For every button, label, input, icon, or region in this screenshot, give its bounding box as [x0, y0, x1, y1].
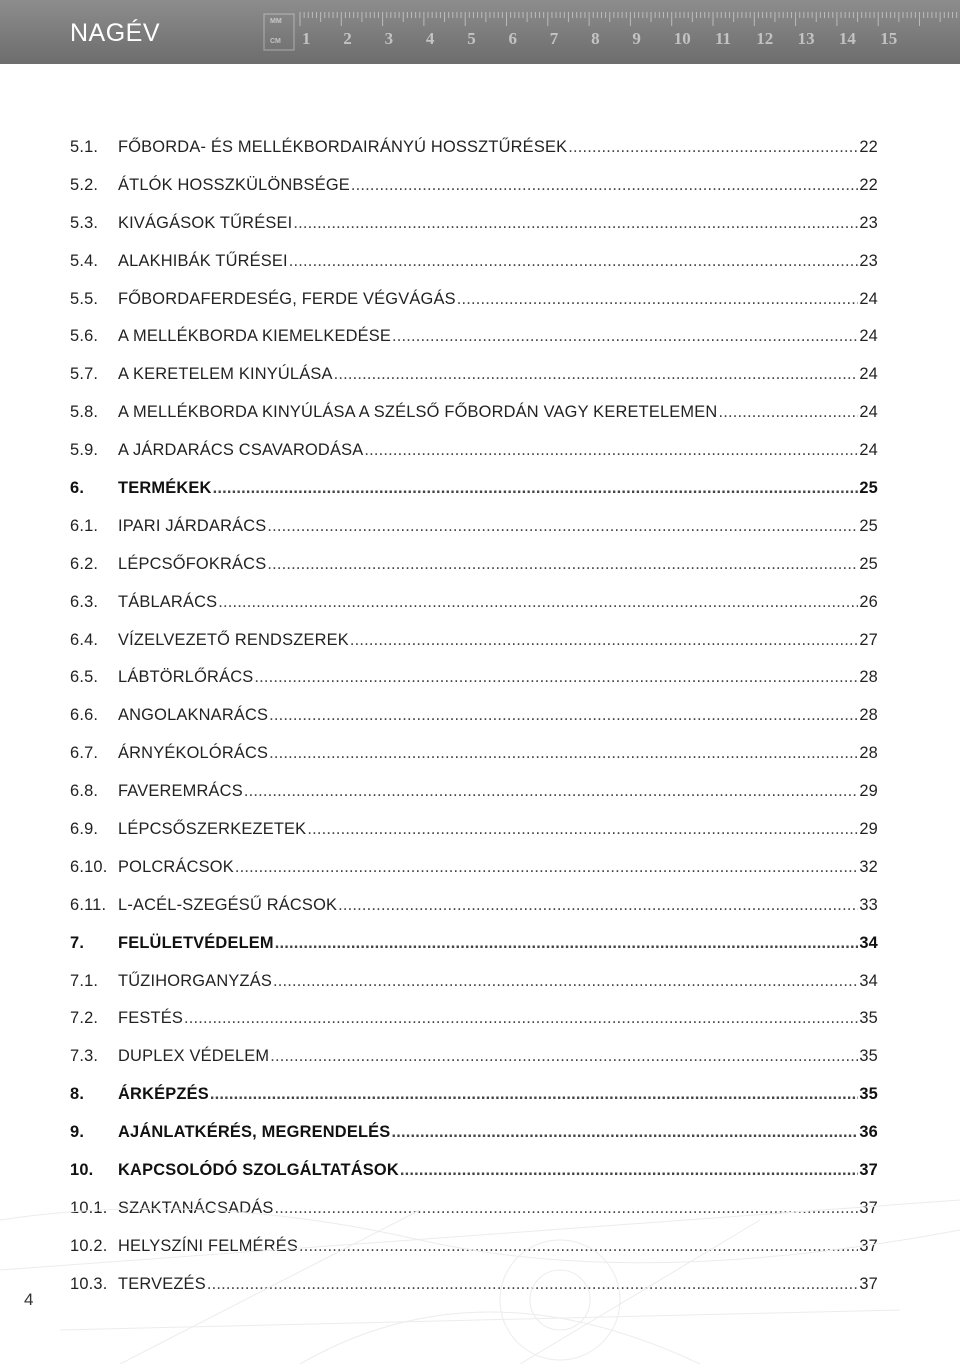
toc-dot-leader: [289, 252, 859, 271]
toc-entry[interactable]: [70, 1047, 878, 1085]
toc-dot-leader: [718, 403, 858, 422]
toc-entry-number: 5.3.: [70, 213, 99, 232]
toc-entry[interactable]: [70, 896, 878, 934]
toc-entry-page: 28: [859, 744, 878, 763]
toc-dot-leader: [254, 668, 858, 687]
toc-entry[interactable]: [70, 176, 878, 214]
toc-entry-title: SZAKTANÁCSADÁS: [118, 1198, 274, 1217]
toc-entry-title: VÍZELVEZETŐ RENDSZEREK: [118, 630, 349, 649]
toc-entry-number: 5.9.: [70, 441, 99, 460]
toc-entry-page: 35: [859, 1047, 878, 1066]
toc-entry-title: HELYSZÍNI FELMÉRÉS: [118, 1236, 298, 1255]
toc-entry[interactable]: [70, 1199, 878, 1237]
toc-entry-title: LÉPCSŐFOKRÁCS: [118, 554, 267, 573]
toc-entry-page: 28: [859, 706, 878, 725]
page-number: 4: [24, 1290, 34, 1309]
toc-dot-leader: [351, 176, 858, 195]
toc-dot-leader: [270, 1047, 858, 1066]
toc-dot-leader: [218, 593, 858, 612]
toc-entry-title: A MELLÉKBORDA KINYÚLÁSA A SZÉLSŐ FŐBORDÁN VAGY KERETELEMEN: [118, 403, 718, 422]
toc-entry-number: 10.1.: [70, 1198, 108, 1217]
toc-entry-title: LÉPCSŐSZERKEZETEK: [118, 820, 307, 839]
toc-entry-number: 7.1.: [70, 971, 99, 990]
toc-entry-title: AJÁNLATKÉRÉS, MEGRENDELÉS: [118, 1123, 391, 1142]
toc-dot-leader: [338, 896, 858, 915]
toc-entry[interactable]: [70, 252, 878, 290]
toc-entry-title: FŐBORDA- ÉS MELLÉKBORDAIRÁNYÚ HOSSZTŰRÉSEK: [118, 138, 568, 156]
toc-entry-number: 5.7.: [70, 365, 99, 384]
toc-entry[interactable]: [70, 138, 878, 176]
toc-entry-number: 6.4.: [70, 630, 99, 649]
ruler-graphic: [262, 12, 960, 56]
toc-entry-number: 5.8.: [70, 403, 99, 422]
toc-dot-leader: [299, 1237, 858, 1256]
toc-entry-page: 22: [859, 138, 878, 156]
toc-entry-title: ALAKHIBÁK TŰRÉSEI: [118, 251, 288, 270]
toc-entry-number: 5.5.: [70, 289, 99, 308]
toc-entry-title: LÁBTÖRLŐRÁCS: [118, 668, 254, 687]
toc-entry[interactable]: [70, 365, 878, 403]
toc-entry-title: KAPCSOLÓDÓ SZOLGÁLTATÁSOK: [118, 1161, 399, 1180]
toc-entry-page: 36: [859, 1123, 878, 1142]
toc-dot-leader: [350, 631, 858, 650]
toc-entry[interactable]: [70, 403, 878, 441]
toc-entry[interactable]: [70, 555, 878, 593]
toc-entry[interactable]: [70, 668, 878, 706]
ruler-unit-mm: MM: [270, 18, 282, 25]
toc-entry-number: 6.10.: [70, 857, 108, 876]
table-of-contents: [70, 138, 878, 1313]
ruler-number: 7: [549, 29, 559, 48]
toc-entry-number: 8.: [70, 1085, 85, 1104]
toc-entry-title: FESTÉS: [118, 1009, 183, 1028]
ruler-number: 3: [384, 29, 394, 48]
ruler-number: 10: [673, 29, 691, 48]
ruler-unit-cm: CM: [270, 38, 281, 45]
toc-entry-title: A KERETELEM KINYÚLÁSA: [118, 365, 333, 384]
toc-entry[interactable]: [70, 744, 878, 782]
toc-entry-page: 32: [859, 857, 878, 876]
toc-entry[interactable]: [70, 1009, 878, 1047]
toc-entry-title: ÁRKÉPZÉS: [118, 1085, 209, 1104]
toc-entry-page: 23: [859, 251, 878, 270]
toc-entry-title: FŐBORDAFERDESÉG, FERDE VÉGVÁGÁS: [118, 289, 456, 308]
toc-dot-leader: [293, 214, 858, 233]
toc-entry-page: 27: [859, 630, 878, 649]
toc-entry-page: 24: [859, 327, 878, 346]
toc-entry-number: 6.8.: [70, 782, 99, 801]
toc-dot-leader: [244, 782, 859, 801]
toc-dot-leader: [568, 138, 858, 157]
toc-entry-page: 24: [859, 289, 878, 308]
toc-dot-leader: [269, 706, 858, 725]
toc-entry[interactable]: [70, 441, 878, 479]
toc-entry-title: IPARI JÁRDARÁCS: [118, 516, 267, 535]
toc-entry[interactable]: [70, 593, 878, 631]
ruler-number: 14: [838, 29, 856, 48]
toc-entry-page: 29: [859, 820, 878, 839]
ruler-number: 12: [756, 29, 774, 48]
toc-entry-page: 24: [859, 403, 878, 422]
toc-entry-number: 6.: [70, 479, 85, 498]
toc-entry-page: 34: [859, 933, 878, 952]
toc-dot-leader: [235, 858, 859, 877]
ruler-number: 2: [343, 29, 352, 48]
toc-entry-title: A JÁRDARÁCS CSAVARODÁSA: [118, 441, 364, 460]
toc-entry[interactable]: [70, 1275, 878, 1313]
toc-entry-title: TŰZIHORGANYZÁS: [118, 971, 272, 990]
toc-entry-page: 35: [859, 1009, 878, 1028]
toc-dot-leader: [273, 972, 858, 991]
toc-entry-number: 6.3.: [70, 592, 99, 611]
toc-entry[interactable]: [70, 858, 878, 896]
toc-entry-page: 22: [859, 175, 878, 194]
toc-entry[interactable]: [70, 820, 878, 858]
toc-entry-page: 33: [859, 895, 878, 914]
toc-dot-leader: [267, 555, 858, 574]
toc-entry-number: 7.3.: [70, 1047, 99, 1066]
toc-entry-number: 6.7.: [70, 744, 99, 763]
toc-entry-number: 6.5.: [70, 668, 99, 687]
toc-entry[interactable]: [70, 782, 878, 820]
toc-entry-page: 23: [859, 213, 878, 232]
toc-entry-page: 28: [859, 668, 878, 687]
toc-dot-leader: [207, 1275, 859, 1294]
toc-dot-leader: [275, 1199, 859, 1218]
toc-entry-page: 37: [859, 1236, 878, 1255]
ruler-number: 15: [880, 29, 898, 48]
toc-dot-leader: [364, 441, 858, 460]
toc-dot-leader: [275, 934, 859, 953]
toc-entry-number: 5.4.: [70, 251, 99, 270]
toc-entry[interactable]: [70, 631, 878, 669]
toc-entry-number: 7.: [70, 933, 85, 952]
toc-entry[interactable]: [70, 706, 878, 744]
toc-entry-page: 25: [859, 554, 878, 573]
toc-entry-number: 5.2.: [70, 175, 99, 194]
header-title: NAGÉV: [70, 19, 161, 47]
toc-dot-leader: [457, 290, 859, 309]
toc-entry-title: TÁBLARÁCS: [118, 592, 218, 611]
page-header: [0, 0, 960, 64]
toc-dot-leader: [269, 744, 858, 763]
toc-entry-title: FELÜLETVÉDELEM: [118, 933, 274, 952]
toc-entry-title: ANGOLAKNARÁCS: [118, 706, 269, 725]
toc-entry[interactable]: [70, 290, 878, 328]
toc-entry-title: KIVÁGÁSOK TŰRÉSEI: [118, 213, 293, 232]
ruler-number: 5: [467, 29, 476, 48]
toc-entry-number: 5.1.: [70, 138, 99, 156]
ruler-number: 9: [632, 29, 641, 48]
toc-entry-number: 5.6.: [70, 327, 99, 346]
toc-entry[interactable]: [70, 517, 878, 555]
toc-entry-number: 6.9.: [70, 820, 99, 839]
toc-dot-leader: [392, 327, 858, 346]
toc-entry-title: L-ACÉL-SZEGÉSŰ RÁCSOK: [118, 895, 338, 914]
toc-entry-number: 6.11.: [70, 895, 107, 914]
toc-dot-leader: [184, 1009, 858, 1028]
toc-entry[interactable]: [70, 1237, 878, 1275]
toc-entry-page: 34: [859, 971, 878, 990]
toc-entry-page: 25: [859, 479, 878, 498]
toc-entry-page: 24: [859, 441, 878, 460]
toc-entry-title: DUPLEX VÉDELEM: [118, 1047, 270, 1066]
toc-entry-page: 26: [859, 592, 878, 611]
ruler-number: 8: [591, 29, 600, 48]
toc-entry-title: TERVEZÉS: [118, 1274, 206, 1293]
toc-entry-number: 7.2.: [70, 1009, 99, 1028]
ruler-number: 11: [715, 29, 732, 48]
toc-entry[interactable]: [70, 214, 878, 252]
ruler-number: 6: [508, 29, 517, 48]
toc-entry-page: 29: [859, 782, 878, 801]
toc-dot-leader: [307, 820, 858, 839]
toc-entry[interactable]: [70, 479, 878, 517]
toc-dot-leader: [267, 517, 858, 536]
ruler-number: 1: [302, 29, 311, 48]
toc-dot-leader: [213, 479, 859, 498]
toc-entry[interactable]: [70, 1161, 878, 1199]
toc-entry-page: 25: [859, 516, 878, 535]
toc-entry-page: 37: [859, 1274, 878, 1293]
toc-entry-number: 10.3.: [70, 1274, 108, 1293]
toc-entry-number: 10.: [70, 1161, 94, 1180]
toc-entry-page: 24: [859, 365, 878, 384]
toc-entry[interactable]: [70, 1123, 878, 1161]
toc-entry-number: 9.: [70, 1123, 85, 1142]
toc-entry[interactable]: [70, 1085, 878, 1123]
toc-dot-leader: [391, 1123, 858, 1142]
toc-entry-page: 35: [859, 1085, 878, 1104]
toc-dot-leader: [210, 1085, 859, 1104]
toc-entry-number: 6.2.: [70, 554, 99, 573]
toc-entry-title: ÁRNYÉKOLÓRÁCS: [118, 744, 269, 763]
toc-entry-number: 6.1.: [70, 516, 99, 535]
toc-entry[interactable]: [70, 972, 878, 1010]
toc-entry-title: FAVEREMRÁCS: [118, 782, 243, 801]
toc-entry[interactable]: [70, 327, 878, 365]
toc-entry-page: 37: [859, 1161, 878, 1180]
toc-entry-title: POLCRÁCSOK: [118, 857, 234, 876]
toc-entry-title: A MELLÉKBORDA KIEMELKEDÉSE: [118, 327, 392, 346]
toc-entry-number: 6.6.: [70, 706, 99, 725]
toc-entry[interactable]: [70, 934, 878, 972]
toc-entry-page: 37: [859, 1198, 878, 1217]
toc-dot-leader: [334, 365, 859, 384]
toc-dot-leader: [400, 1161, 858, 1180]
ruler-number: 13: [797, 29, 815, 48]
toc-entry-title: TERMÉKEK: [118, 479, 212, 498]
ruler-number: 4: [425, 29, 435, 48]
toc-entry-title: ÁTLÓK HOSSZKÜLÖNBSÉGE: [118, 175, 350, 194]
toc-entry-number: 10.2.: [70, 1236, 108, 1255]
